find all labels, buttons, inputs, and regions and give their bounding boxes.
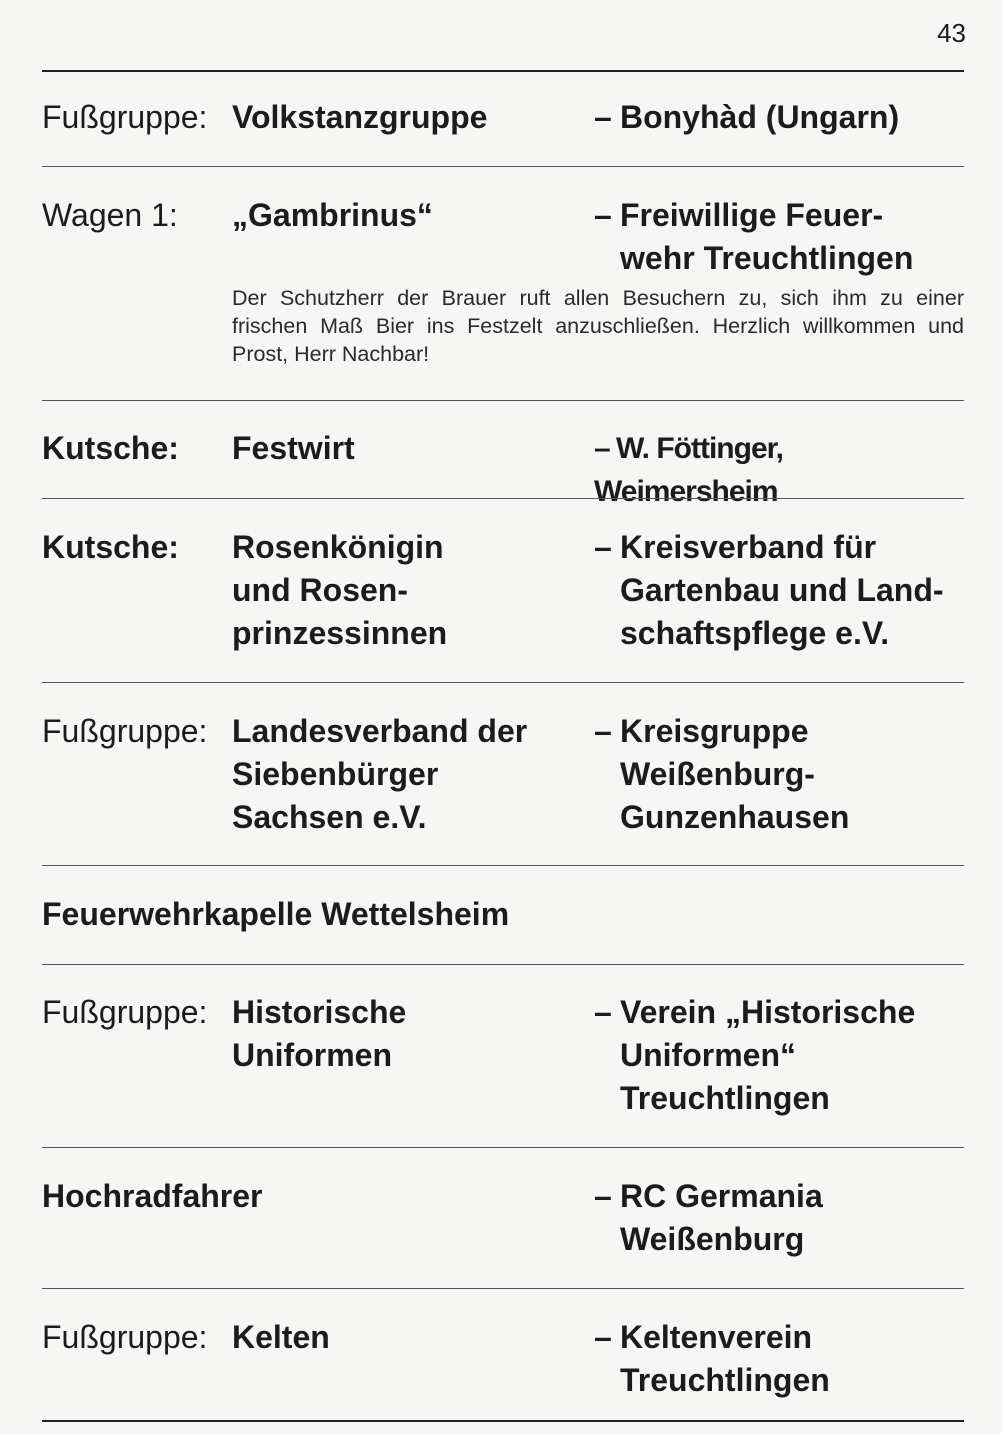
- bottom-divider: [42, 1420, 964, 1422]
- entry-name: Landesverband der Siebenbürger Sachsen e.V.: [232, 713, 528, 835]
- entry-organization: – Verein „Historische Uniformen“ Treuchtlingen: [594, 994, 916, 1116]
- entry-label: Fußgruppe:: [42, 1319, 208, 1355]
- divider: [42, 865, 964, 866]
- divider: [42, 682, 964, 683]
- entry-label: Feuerwehrkapelle Wettelsheim: [42, 896, 510, 932]
- entry-organization: – Freiwillige Feuer- wehr Treuchtlingen: [594, 197, 914, 276]
- divider: [42, 400, 964, 401]
- entry-name: Rosenkönigin und Rosen- prinzessinnen: [232, 529, 448, 651]
- page-number: 43: [937, 18, 966, 48]
- entry-organization: – RC Germania Weißenburg: [594, 1178, 823, 1257]
- entry-name: Festwirt: [232, 430, 355, 466]
- entry-label: Wagen 1:: [42, 197, 178, 233]
- divider: [42, 1147, 964, 1148]
- entry-organization: – Keltenverein Treuchtlingen: [594, 1319, 830, 1398]
- entry-organization: – Kreisverband für Gartenbau und Land- schaftspflege e.V.: [594, 529, 944, 651]
- entry-name: Kelten: [232, 1319, 330, 1355]
- entry-label: Fußgruppe:: [42, 99, 208, 135]
- entry-description: Der Schutzherr der Brauer ruft allen Besuchern zu, sich ihm zu einer frischen Maß Bier ins Festzelt anzuschließen. Herzlich willkommen und Prost, Herr Nachbar!: [232, 286, 964, 366]
- entry-organization: – Kreisgruppe Weißenburg- Gunzenhausen: [594, 713, 850, 835]
- entry-label: Fußgruppe:: [42, 994, 208, 1030]
- entry-name: „Gambrinus“: [232, 197, 433, 233]
- top-divider: [42, 70, 964, 72]
- entry-label: Hochradfahrer: [42, 1178, 263, 1214]
- divider: [42, 166, 964, 167]
- entry-name: Historische Uniformen: [232, 994, 407, 1073]
- entry-label: Fußgruppe:: [42, 713, 208, 749]
- divider: [42, 964, 964, 965]
- entry-name: Volkstanzgruppe: [232, 99, 488, 135]
- entry-label: Kutsche:: [42, 529, 179, 565]
- entry-organization: – Bonyhàd (Ungarn): [594, 99, 900, 135]
- divider: [42, 1288, 964, 1289]
- entry-label: Kutsche:: [42, 430, 179, 466]
- divider: [42, 498, 964, 499]
- entry-organization: – W. Föttinger, Weimersheim: [594, 432, 783, 508]
